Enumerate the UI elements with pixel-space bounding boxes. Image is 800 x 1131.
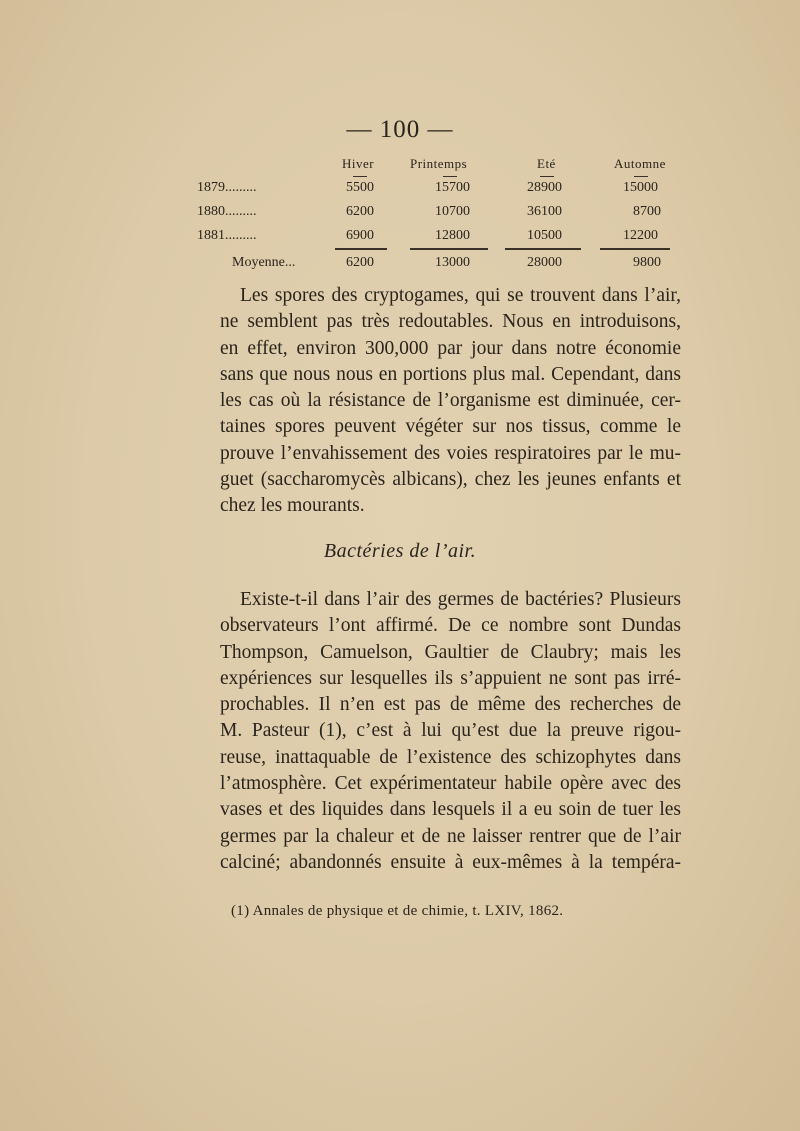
text-line: taines spores peuvent végéter sur nos tissus, comme le xyxy=(220,416,681,438)
text-line: sans que nous nous en portions plus mal. Cependant, dans xyxy=(220,363,681,385)
row-label: 1881......... xyxy=(197,228,257,243)
table-cell: 36100 xyxy=(527,204,562,219)
sum-rule xyxy=(335,248,387,250)
column-header-hiver: Hiver xyxy=(342,156,375,171)
sum-rule xyxy=(600,248,670,250)
section-title: Bactéries de l’air. xyxy=(323,540,477,562)
table-cell: 6200 xyxy=(346,204,374,219)
table-cell: 5500 xyxy=(346,180,374,195)
text-line: observateurs l’ont affirmé. De ce nombre sont Dundas xyxy=(220,615,681,637)
table-cell: 15700 xyxy=(435,180,470,195)
table-cell: 6200 xyxy=(346,255,374,270)
table-cell: 13000 xyxy=(435,255,470,270)
text-line: Thompson, Camuelson, Gaultier de Claubry; mais les xyxy=(220,641,681,663)
text-line: prouve l’envahissement des voies respiratoires par le mu- xyxy=(220,442,681,464)
text-line: reuse, inattaquable de l’existence des schizophytes dans xyxy=(220,746,681,768)
text-line: guet (saccharomycès albicans), chez les jeunes enfants et xyxy=(220,469,681,491)
row-label: 1880......... xyxy=(197,204,257,219)
table-cell: 28000 xyxy=(527,255,562,270)
table-cell: 12800 xyxy=(435,228,470,243)
table-cell: 28900 xyxy=(527,180,562,195)
header-dash xyxy=(443,176,457,177)
table-cell: 8700 xyxy=(633,204,661,219)
table-cell: 12200 xyxy=(623,228,658,243)
footnote: (1) Annales de physique et de chimie, t. LXIV, 1862. xyxy=(231,903,564,919)
text-line: les cas où la résistance de l’organisme est diminuée, cer- xyxy=(220,390,681,412)
sum-rule xyxy=(410,248,488,250)
text-line: Existe-t-il dans l’air des germes de bactéries? Plusieurs xyxy=(240,589,681,610)
text-line: vases et des liquides dans lesquels il a eu soin de tuer les xyxy=(220,799,681,821)
header-dash xyxy=(353,176,367,177)
header-dash xyxy=(634,176,648,177)
table-cell: 6900 xyxy=(346,228,374,243)
sum-rule xyxy=(505,248,581,250)
column-header-printemps: Printemps xyxy=(410,156,468,171)
text-line: Les spores des cryptogames, qui se trouvent dans l’air, xyxy=(240,285,681,306)
text-line: ne semblent pas très redoutables. Nous en introduisons, xyxy=(220,311,681,333)
text-line: chez les mourants. xyxy=(220,495,365,517)
table-cell: 10700 xyxy=(435,204,470,219)
table-cell: 10500 xyxy=(527,228,562,243)
paragraph-spores xyxy=(220,283,681,520)
text-line: germes par la chaleur et de ne laisser rentrer que de l’air xyxy=(220,825,681,847)
page-number: — 100 — xyxy=(346,116,454,143)
header-dash xyxy=(540,176,554,177)
table-cell: 9800 xyxy=(633,255,661,270)
paragraph-bacteries xyxy=(220,587,681,876)
text-line: prochables. Il n’en est pas de même des recherches de xyxy=(220,694,681,716)
row-label: 1879......... xyxy=(197,180,257,195)
text-line: l’atmosphère. Cet expérimentateur habile opère avec des xyxy=(220,773,681,795)
text-line: calciné; abandonnés ensuite à eux-mêmes à la tempéra- xyxy=(220,851,681,873)
column-header-ete: Eté xyxy=(537,156,556,171)
text-line: expériences sur lesquelles ils s’appuient ne sont pas irré- xyxy=(220,667,681,689)
text-line: M. Pasteur (1), c’est à lui qu’est due la preuve rigou- xyxy=(220,720,681,742)
row-label-moyenne: Moyenne... xyxy=(232,255,296,270)
text-line: en effet, environ 300,000 par jour dans notre économie xyxy=(220,337,681,359)
table-cell: 15000 xyxy=(623,180,658,195)
column-header-automne: Automne xyxy=(614,156,666,171)
